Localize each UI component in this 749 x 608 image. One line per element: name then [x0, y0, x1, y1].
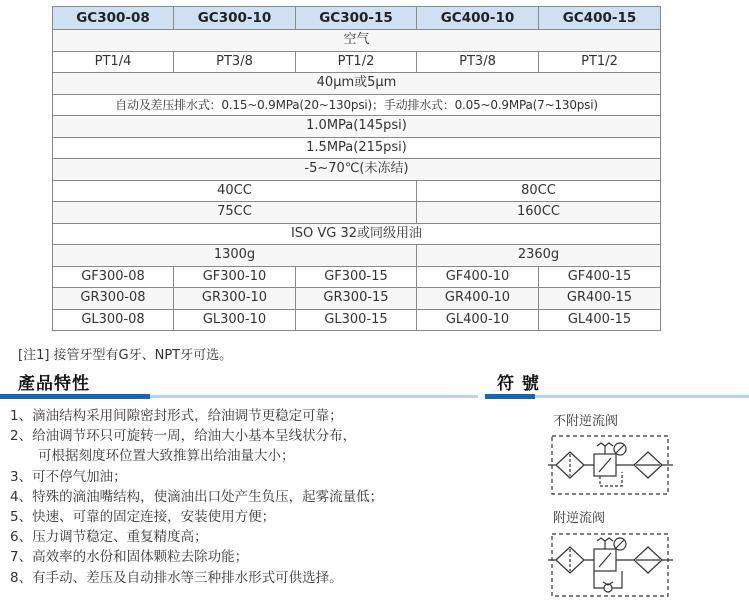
feature-item: 3、可不停气加油； [10, 468, 127, 485]
table-row [53, 137, 661, 159]
table-row [53, 30, 661, 52]
symbol-label-with-check-valve: 附逆流阀 [553, 511, 606, 526]
table-note: [注1] 接管牙型有G牙、NPT牙可选。 [18, 348, 233, 363]
symbols-divider [535, 395, 749, 398]
feature-item: 8、有手动、差压及自动排水等三种排水形式可供选择。 [10, 569, 343, 586]
model-cell: GL300-15 [296, 309, 417, 331]
table-row [53, 51, 661, 73]
oil-cell: ISO VG 32或同级用油 [53, 223, 661, 245]
feature-item: 6、压力调节稳定、重复精度高； [10, 529, 208, 546]
table-row [53, 116, 661, 138]
model-cell: GL400-10 [417, 309, 539, 331]
header-cell: GC400-15 [539, 7, 661, 30]
model-cell: GL300-08 [53, 309, 174, 331]
port-cell: PT3/8 [174, 51, 296, 73]
model-cell: GR300-15 [296, 288, 417, 310]
filtration-cell: 40μm或5μm [53, 73, 661, 95]
weight-cell: 2360g [417, 245, 661, 267]
features-list [10, 406, 383, 588]
weight-cell: 1300g [53, 245, 417, 267]
working-pressure-cell: 1.0MPa(145psi) [53, 116, 661, 138]
feature-item: 可根据刻度环位置大致推算出给油量大小； [38, 448, 295, 465]
model-cell: GF300-08 [53, 266, 174, 288]
frl-symbol-no-check-valve-icon [548, 432, 673, 498]
table-row [53, 202, 661, 224]
model-cell: GF300-15 [296, 266, 417, 288]
symbols-accent-bar [485, 394, 535, 399]
features-accent-bar [0, 394, 150, 399]
feature-item: 1、滴油结构采用间隙密封形式，给油调节更稳定可靠； [10, 408, 343, 424]
features-title: 產品特性 [18, 374, 90, 394]
capacity-cell: 75CC [53, 202, 417, 224]
medium-cell: 空气 [53, 30, 661, 52]
capacity-cell: 160CC [417, 202, 661, 224]
proof-pressure-cell: 1.5MPa(215psi) [53, 137, 661, 159]
model-cell: GL400-15 [539, 309, 661, 331]
features-divider [150, 395, 478, 398]
table-row [53, 159, 661, 181]
table-row [53, 288, 661, 310]
model-cell: GR400-15 [539, 288, 661, 310]
model-cell: GL300-10 [174, 309, 296, 331]
port-cell: PT1/2 [296, 51, 417, 73]
header-cell: GC400-10 [417, 7, 539, 30]
model-cell: GF300-10 [174, 266, 296, 288]
capacity-cell: 40CC [53, 180, 417, 202]
model-cell: GF400-15 [539, 266, 661, 288]
model-cell: GR300-08 [53, 288, 174, 310]
symbols-title: 符 號 [497, 374, 540, 394]
table-row [53, 266, 661, 288]
symbol-label-no-check-valve: 不附逆流阀 [553, 414, 619, 429]
port-cell: PT1/2 [539, 51, 661, 73]
table-row [53, 73, 661, 95]
table-row [53, 223, 661, 245]
feature-item: 4、特殊的滴油嘴结构，使滴油出口处产生负压，起雾流量低； [10, 488, 384, 505]
header-cell: GC300-15 [296, 7, 417, 30]
temperature-cell: -5~70℃(未冻结) [53, 159, 661, 181]
table-header-row [53, 7, 661, 30]
table-row [53, 94, 661, 116]
model-cell: GF400-10 [417, 266, 539, 288]
feature-item: 2、给油调节环只可旋转一周，给油大小基本呈线状分布， [10, 428, 357, 445]
port-cell: PT1/4 [53, 51, 174, 73]
header-cell: GC300-08 [53, 7, 174, 30]
table-row [53, 180, 661, 202]
feature-item: 5、快速、可靠的固定连接，安装使用方便； [10, 509, 276, 526]
port-cell: PT3/8 [417, 51, 539, 73]
feature-item: 7、高效率的水份和固体颗粒去除功能； [10, 549, 249, 566]
model-cell: GR300-10 [174, 288, 296, 310]
table-row [53, 245, 661, 267]
capacity-cell: 80CC [417, 180, 661, 202]
drain-cell: 自动及差压排水式：0.15~0.9MPa(20~130psi)；手动排水式：0.05~0.9MPa(7~130psi) [53, 94, 661, 116]
model-cell: GR400-10 [417, 288, 539, 310]
header-cell: GC300-10 [174, 7, 296, 30]
table-row [53, 309, 661, 331]
frl-symbol-with-check-valve-icon [548, 530, 673, 602]
spec-table [52, 6, 661, 331]
